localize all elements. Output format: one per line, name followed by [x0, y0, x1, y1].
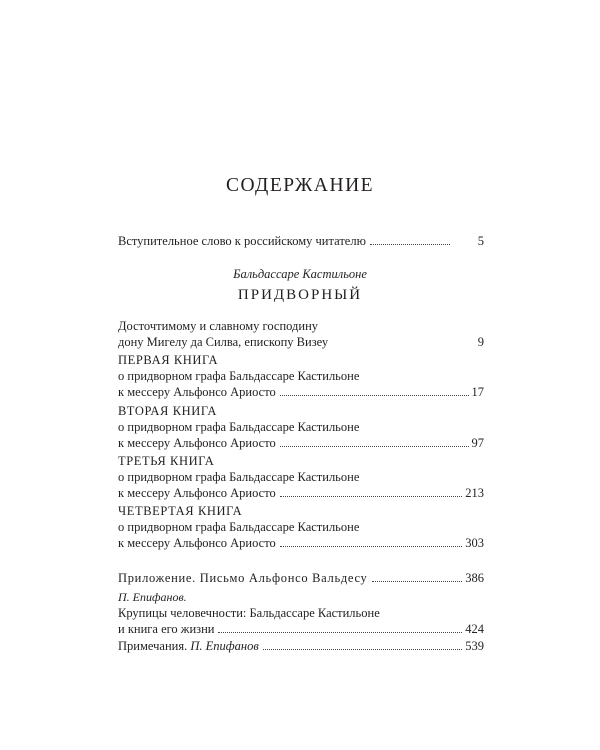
- dot-leader: [263, 649, 463, 650]
- page-number: 97: [471, 436, 484, 450]
- work-title: ПРИДВОРНЫЙ: [237, 287, 363, 303]
- page-number: 303: [465, 536, 484, 550]
- page-title: СОДЕРЖАНИЕ: [225, 175, 375, 196]
- toc-entry-text: о придворном графа Бальдассаре Кастильоне: [118, 369, 360, 383]
- dot-leader: [372, 581, 463, 582]
- dot-leader: [370, 244, 450, 245]
- dot-leader: [218, 632, 462, 633]
- toc-entry-text: к мессеру Альфонсо Ариосто: [118, 436, 276, 450]
- toc-entry-text: [118, 638, 259, 654]
- page-number: 213: [465, 486, 484, 500]
- toc-entry-text: и книга его жизни: [118, 622, 215, 636]
- toc-entry-text: Крупицы человечности: Бальдассаре Кастильоне: [118, 606, 380, 620]
- book-heading: ПЕРВАЯ КНИГА: [118, 353, 219, 367]
- toc-entry-dedication[interactable]: [118, 318, 484, 350]
- toc-entry-book-4[interactable]: [118, 503, 484, 551]
- toc-entry-book-1[interactable]: [118, 352, 484, 400]
- toc-entry-text: Вступительное слово к российскому читателю: [118, 234, 366, 248]
- toc-entry-notes[interactable]: [118, 638, 484, 654]
- toc-entry-book-2[interactable]: [118, 403, 484, 451]
- dot-leader: [280, 496, 462, 497]
- essay-author: П. Епифанов.: [118, 590, 187, 604]
- dot-leader: [280, 546, 462, 547]
- toc-entry-text: Приложение. Письмо Альфонсо Вальдесу: [118, 571, 368, 585]
- page-number: 5: [477, 234, 484, 248]
- toc-entry-text: о придворном графа Бальдассаре Кастильоне: [118, 470, 360, 484]
- page-number: 424: [465, 622, 484, 636]
- toc-entry-intro[interactable]: [118, 233, 484, 249]
- toc-entry-text: к мессеру Альфонсо Ариосто: [118, 536, 276, 550]
- toc-entry-essay[interactable]: [118, 589, 484, 637]
- toc-entry-text: к мессеру Альфонсо Ариосто: [118, 486, 276, 500]
- toc-entry-text: о придворном графа Бальдассаре Кастильоне: [118, 420, 360, 434]
- book-heading: ТРЕТЬЯ КНИГА: [118, 454, 215, 468]
- toc-entry-book-3[interactable]: [118, 453, 484, 501]
- notes-author: П. Епифанов: [190, 639, 259, 653]
- book-heading: ВТОРАЯ КНИГА: [118, 404, 217, 418]
- page-number: 17: [471, 385, 484, 399]
- book-heading: ЧЕТВЕРТАЯ КНИГА: [118, 504, 243, 518]
- work-author: Бальдассаре Кастильоне: [233, 267, 367, 281]
- dot-leader: [280, 446, 469, 447]
- toc-entry-text: о придворном графа Бальдассаре Кастильоне: [118, 520, 360, 534]
- page-number: 386: [465, 571, 484, 585]
- toc-entry-text: к мессеру Альфонсо Ариосто: [118, 385, 276, 399]
- dot-leader: [280, 395, 469, 396]
- page-number: 539: [465, 639, 484, 653]
- page-number: 9: [477, 335, 484, 349]
- toc-entry-appendix[interactable]: [118, 570, 484, 586]
- notes-label: Примечания.: [118, 639, 188, 653]
- toc-entry-text: Досточтимому и славному господину: [118, 319, 319, 333]
- toc-entry-text: дону Мигелу да Силва, епископу Визеу: [118, 335, 329, 349]
